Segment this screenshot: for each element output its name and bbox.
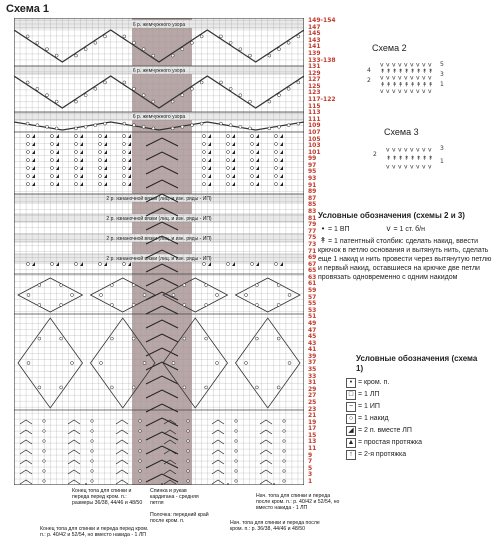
- row-number: 31: [308, 379, 317, 387]
- row-number: 149-154: [308, 17, 336, 24]
- row-number: 141: [308, 43, 321, 51]
- sc-icon: v: [386, 88, 390, 95]
- row-number: 123: [308, 89, 321, 97]
- schema2-title: Схема 2: [372, 43, 407, 53]
- row-number: 101: [308, 148, 321, 156]
- sc-icon: v: [428, 74, 432, 82]
- sc-icon: v: [410, 61, 414, 69]
- row-number: 11: [308, 445, 317, 453]
- sc-icon: v: [428, 163, 432, 171]
- sc-icon: v: [386, 74, 390, 82]
- patent-stitch-icon: ↟: [404, 81, 410, 89]
- row-number: 1: [308, 478, 313, 485]
- legend1-item-text: = 1 накид: [356, 415, 389, 422]
- band-label: 2 р. изнаночной вязки (лиц. и изн. ряды - ИП): [106, 216, 212, 222]
- patent-stitch-icon: ↟: [428, 154, 434, 162]
- chart1-svg: [14, 18, 304, 485]
- k2tog-icon: ◢: [346, 426, 356, 436]
- legend1-item-text: = 2 п. вместе ЛП: [356, 427, 412, 434]
- sc-icon: v: [398, 74, 402, 82]
- legend23-item3: = 1 патентный столбик: сделать накид, ввести крючок в петлю основания и вытянуть нить, сделать еще 1 накид и нить провести через вытянутую петлю и первый накид, оставшиеся на крючке две петли провязать одновременно с одним накидом: [318, 238, 492, 281]
- legend1-item-text: = 1 ЛП: [356, 391, 380, 398]
- row-number: 47: [308, 326, 317, 334]
- row-number: 75: [308, 234, 317, 242]
- label-end-top-1: Конец топа для спинки и переда перед кром. п.: размеры 36/38, 44/46 и 48/50: [72, 488, 143, 507]
- legend1-item: [346, 378, 496, 388]
- band-label: 2 р. изнаночной вязки (лиц. и изн. ряды - ИП): [106, 236, 212, 242]
- row-number: 49: [308, 319, 317, 327]
- sc-icon: v: [398, 163, 402, 171]
- sc-icon: v: [392, 163, 396, 171]
- patent-stitch-icon: ↟: [410, 154, 416, 162]
- sc-icon: v: [386, 146, 390, 154]
- sc-icon: v: [416, 163, 420, 171]
- patent-stitch-icon: ↟: [422, 68, 428, 75]
- row-number: 33: [308, 372, 317, 380]
- band-label: 6 р. жемчужного узора: [132, 22, 186, 28]
- row-number: 85: [308, 201, 317, 209]
- patent-stitch-icon: ↟: [386, 81, 392, 89]
- row-number: 15: [308, 431, 317, 439]
- patent-stitch-icon: ↟: [404, 154, 410, 162]
- patent-stitch-icon: ↟: [422, 81, 428, 89]
- legend23-item2: = 1 ст. б/н: [393, 226, 425, 233]
- row-number: 97: [308, 161, 317, 169]
- sc-icon: v: [416, 74, 420, 82]
- sc-icon: v: [398, 61, 402, 69]
- sc-icon: v: [422, 61, 426, 69]
- mini-row-number: 3: [440, 145, 444, 152]
- row-number: 81: [308, 214, 317, 222]
- label-back-sleeve: Спинка и рукав кардигана - средняя петля: [150, 488, 199, 507]
- patent-stitch-icon: ↟: [392, 154, 398, 162]
- legend1-item-text: = 1 ИП: [356, 403, 380, 410]
- patent-stitch-icon: ↟: [404, 68, 410, 75]
- row-number: 71: [308, 247, 317, 255]
- row-number: 61: [308, 280, 317, 288]
- row-number: 113: [308, 109, 321, 117]
- row-number: 103: [308, 142, 321, 150]
- sc-icon: v: [410, 163, 414, 171]
- row-number: 7: [308, 458, 313, 466]
- sc-icon: v: [416, 61, 420, 69]
- row-number: 5: [308, 464, 313, 472]
- row-number: 39: [308, 352, 317, 360]
- sc-icon: v: [386, 163, 390, 171]
- mini-row-number: 3: [440, 71, 444, 78]
- legend23-row1: [318, 224, 498, 234]
- chain-icon: •: [321, 224, 325, 233]
- row-number: 3: [308, 471, 313, 479]
- row-number: 109: [308, 122, 321, 130]
- schema3-grid: [372, 140, 450, 174]
- row-number: 95: [308, 168, 317, 176]
- row-number: 17: [308, 425, 317, 433]
- row-number: 125: [308, 82, 321, 90]
- row-number: 43: [308, 339, 317, 347]
- row-number: 67: [308, 260, 317, 268]
- sc-icon: v: [380, 61, 384, 69]
- patent-stitch-icon: ↟: [416, 154, 422, 162]
- chart1-title: Схема 1: [6, 3, 50, 15]
- legend1-item: [346, 390, 496, 400]
- simple-decrease-icon: ▲: [347, 439, 355, 446]
- legend1-item-text: = 2-я протяжка: [356, 451, 407, 458]
- patent-stitch-icon: ↟: [416, 68, 422, 75]
- sc-icon: v: [416, 146, 420, 154]
- mini-row-number: 1: [440, 157, 444, 165]
- sc-icon: v: [404, 146, 408, 154]
- row-number: 19: [308, 418, 317, 426]
- band-label: 6 р. жемчужного узора: [132, 68, 186, 74]
- sc-icon: v: [404, 61, 408, 69]
- row-number: 69: [308, 254, 317, 262]
- legend1-item: [346, 426, 496, 436]
- purl-icon: −: [346, 402, 356, 412]
- row-number: 147: [308, 23, 321, 31]
- sc-icon: v: [428, 146, 432, 154]
- legend1-item-text: = простая протяжка: [356, 439, 423, 446]
- chart1-grid: [14, 18, 304, 485]
- row-number: 91: [308, 181, 317, 189]
- legend1-title: Условные обозначения (схема 1): [356, 354, 478, 373]
- label-front-edge: Полочка: передний край после кром. п.: [150, 512, 209, 525]
- second-decrease-icon: ↑: [346, 450, 356, 460]
- band-label: 2 р. изнаночной вязки (лиц. и изн. ряды - ИП): [106, 196, 212, 202]
- sc-icon: v: [392, 74, 396, 82]
- row-number: 139: [308, 49, 321, 57]
- patent-stitch-icon: ↟: [392, 81, 398, 89]
- row-number: 13: [308, 438, 317, 446]
- edge-stitch-icon: •: [346, 378, 356, 388]
- row-number: 27: [308, 392, 317, 400]
- patent-stitch-icon: ↟: [416, 81, 422, 89]
- label-end-top-2: Конец топа для спинки и переда перед кром. п.: р. 40/42 и 52/54, но вместо накида - 1 ЛП: [40, 526, 149, 539]
- sc-icon: v: [416, 88, 420, 95]
- patent-stitch-icon: ↟: [410, 81, 416, 89]
- row-number: 107: [308, 128, 321, 136]
- row-number: 143: [308, 36, 321, 44]
- patent-stitch-icon: ↟: [398, 68, 404, 75]
- patent-stitch-icon: ↟: [428, 68, 434, 75]
- row-number: 89: [308, 188, 317, 196]
- sc-icon: v: [410, 88, 414, 95]
- row-number: 99: [308, 155, 317, 163]
- mini-row-number-left: 2: [373, 151, 377, 158]
- patent-stitch-icon: ↟: [380, 68, 386, 75]
- patent-stitch-icon: ↟: [398, 154, 404, 162]
- sc-icon: v: [398, 146, 402, 154]
- legend1-list: [346, 378, 496, 462]
- sc-icon: v: [422, 146, 426, 154]
- sc-icon: v: [410, 74, 414, 82]
- legend23-row3: [318, 236, 496, 282]
- row-number: 65: [308, 267, 317, 275]
- sc-icon: v: [422, 88, 426, 95]
- patent-stitch-icon: ↟: [392, 68, 398, 75]
- mini-row-number: 1: [440, 81, 444, 88]
- sc-icon: v: [404, 88, 408, 95]
- mini-row-number-left: 4: [367, 67, 371, 74]
- band-label: 6 р. жемчужного узора: [132, 114, 186, 120]
- row-number: 79: [308, 221, 317, 229]
- row-number: 59: [308, 287, 317, 294]
- row-number: 131: [308, 63, 321, 71]
- row-number: 129: [308, 69, 321, 77]
- row-number: 23: [308, 405, 317, 413]
- sc-icon: v: [410, 146, 414, 154]
- label-start-top-2: Нач. топа для спинки и переда после кром. п.: р. 36/38, 44/46 и 48/50: [230, 520, 320, 533]
- legend1-item: [346, 402, 496, 412]
- row-number: 29: [308, 385, 317, 393]
- label-start-top-1: Нач. топа для спинки и переда после кром. п.: р. 40/42 и 52/54, но вместо накида - 1 ЛП: [256, 493, 340, 512]
- row-number: 25: [308, 398, 317, 406]
- row-number: 93: [308, 175, 317, 183]
- knit-icon: □: [346, 390, 356, 400]
- row-number: 21: [308, 412, 317, 420]
- row-number: 57: [308, 293, 317, 301]
- row-number: 9: [308, 451, 313, 459]
- row-number: 117-122: [308, 96, 336, 104]
- row-number: 45: [308, 333, 317, 341]
- patent-stitch-icon: ↟: [386, 68, 392, 75]
- row-number: 145: [308, 30, 321, 38]
- legend1-item: [346, 438, 496, 448]
- row-number: 35: [308, 366, 317, 374]
- sc-icon: v: [422, 163, 426, 171]
- row-number: 111: [308, 115, 321, 123]
- sc-icon: v: [392, 146, 396, 154]
- row-number: 105: [308, 135, 321, 143]
- patent-stitch-icon: ↟: [428, 81, 434, 89]
- legend1-item: [346, 414, 496, 424]
- patent-stitch-icon: ↟: [410, 68, 416, 75]
- sc-icon: v: [386, 224, 391, 233]
- sc-icon: v: [404, 74, 408, 82]
- patent-stitch-icon: ↟: [386, 154, 392, 162]
- sc-icon: v: [386, 61, 390, 69]
- row-number: 83: [308, 207, 317, 215]
- row-number: 127: [308, 76, 321, 84]
- sc-icon: v: [380, 74, 384, 82]
- row-number: 51: [308, 313, 317, 321]
- sc-icon: v: [428, 61, 432, 69]
- patent-stitch-icon: ↟: [398, 81, 404, 89]
- row-number: 53: [308, 306, 317, 314]
- legend1-item-text: = кром. п.: [356, 379, 390, 386]
- row-number: 41: [308, 346, 317, 354]
- mini-row-number: 5: [440, 61, 444, 68]
- sc-icon: v: [422, 74, 426, 82]
- patent-stitch-icon: ↟: [422, 154, 428, 162]
- row-number: 87: [308, 194, 317, 202]
- sc-icon: v: [392, 88, 396, 95]
- sc-icon: v: [428, 88, 432, 95]
- schema2-grid: [366, 56, 450, 96]
- band-label: 2 р. изнаночной вязки (лиц. и изн. ряды - ИП): [106, 256, 212, 262]
- row-number: 115: [308, 102, 321, 110]
- yarn-over-icon: ○: [346, 414, 356, 424]
- legend23-title: Условные обозначения (схемы 2 и 3): [318, 211, 465, 220]
- row-number: 63: [308, 273, 317, 281]
- sc-icon: v: [404, 163, 408, 171]
- sc-icon: v: [398, 88, 402, 95]
- legend1-item: [346, 450, 496, 460]
- row-number: 37: [308, 359, 317, 367]
- schema3-title: Схема 3: [384, 127, 419, 137]
- patent-stitch-icon: ↟: [380, 81, 386, 89]
- mini-row-number-left: 2: [367, 77, 371, 84]
- row-number: 133-138: [308, 56, 336, 64]
- row-number: 73: [308, 240, 317, 248]
- patent-stitch-icon: ↟: [319, 236, 327, 245]
- row-number: 77: [308, 227, 317, 235]
- legend23-item1: = 1 ВП: [328, 226, 350, 233]
- row-number: 55: [308, 300, 317, 308]
- sc-icon: v: [392, 61, 396, 69]
- sc-icon: v: [380, 88, 384, 95]
